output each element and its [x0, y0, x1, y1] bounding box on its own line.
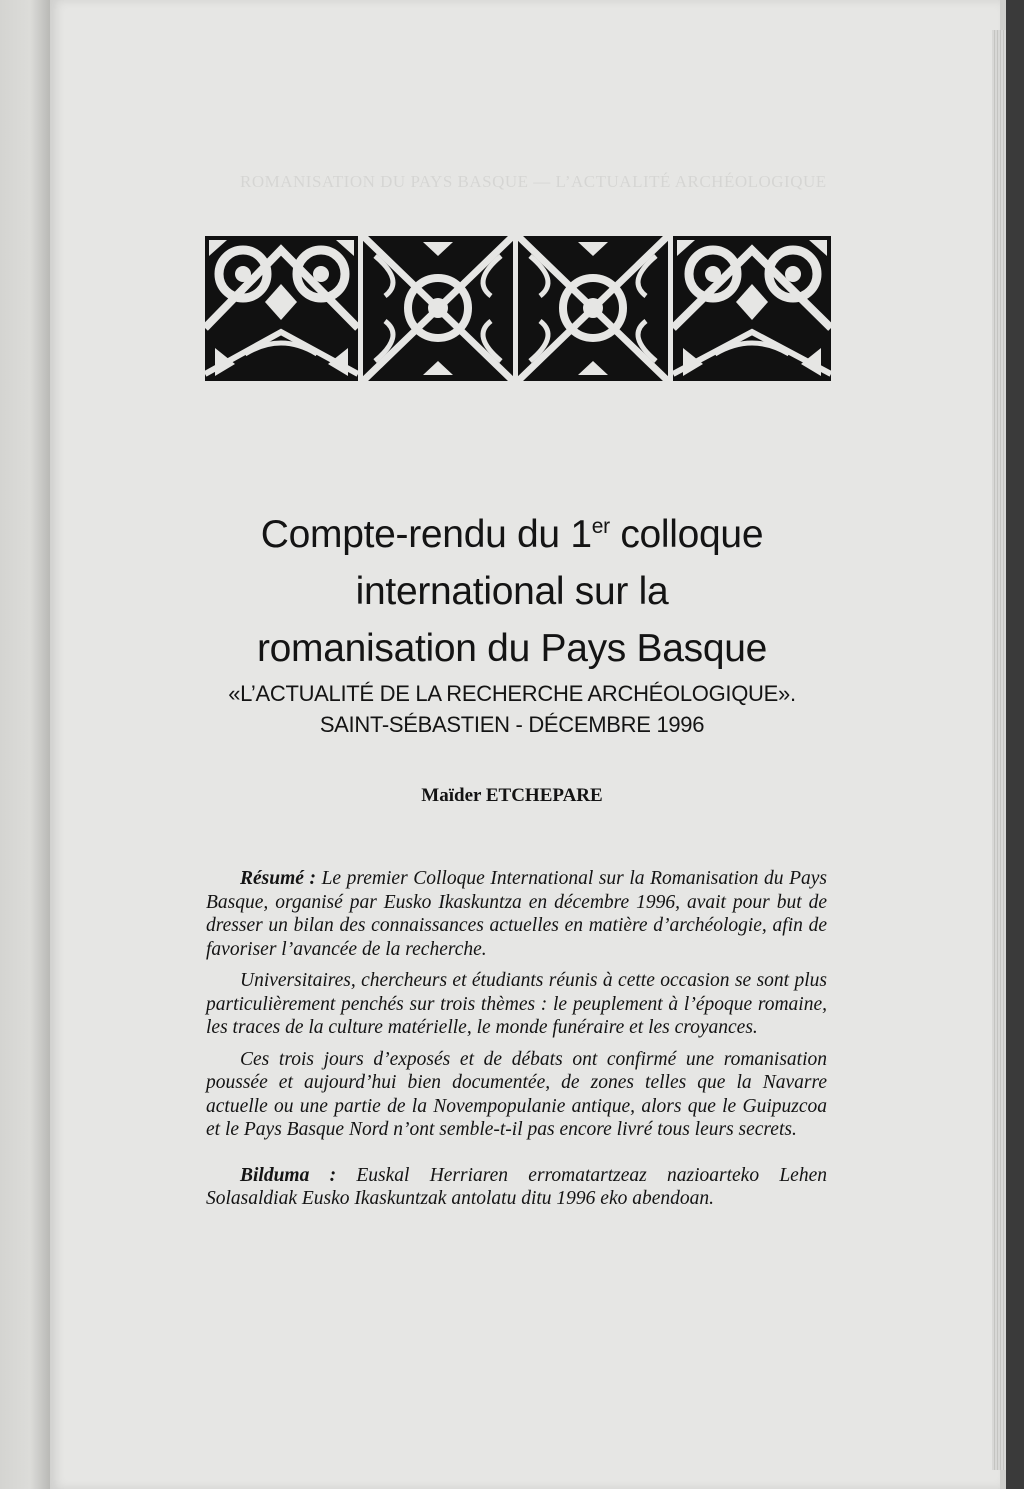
title-line-1: Compte-rendu du 1er colloque [260, 513, 764, 556]
article-title [160, 506, 864, 677]
ornament-panel-center-right [518, 236, 668, 381]
title-line-3: romanisation du Pays Basque [256, 627, 768, 670]
resume-paragraph-1: Résumé : Le premier Colloque International sur la Romanisation du Pays Basque, organisé par Eusko Ikaskuntza en décembre 1996, avait pour but de dresser un bilan des connaissances actuelles en matière d’archéologie, afin de favoriser l’avancée de la recherche. [206, 868, 827, 960]
bilduma-paragraph: Bilduma : Euskal Herriaren erromatartzeaz nazioarteko Lehen Solasaldiak Eusko Ikaskuntzak antolatu ditu 1996 eko abendoan. [206, 1164, 827, 1209]
resume-paragraph-3: Ces trois jours d’exposés et de débats ont confirmé une romanisation poussée et aujourd’hui bien documentée, de zones telles que la Navarre actuelle ou une partie de la Novempopulanie antique, alors que le Guipuzcoa et le Pays Basque Nord n’ont semble-t-il pas encore livré tous leurs secrets. [206, 1048, 827, 1140]
ornament-panel-right [673, 236, 831, 381]
bilduma-label: Bilduma : [240, 1164, 337, 1186]
ornament-panel-center [363, 236, 513, 381]
decorative-banner [205, 236, 831, 381]
subtitle-line-1: «L’ACTUALITÉ DE LA RECHERCHE ARCHÉOLOGIQUE». [228, 681, 796, 706]
article-subtitle [160, 678, 864, 740]
resume-paragraph-2: Universitaires, chercheurs et étudiants réunis à cette occasion se sont plus particulièrement penchés sur trois thèmes : le peuplement à l’époque romaine, les traces de la culture matérielle, le monde funéraire et les croyances. [206, 970, 827, 1038]
scan-backdrop [1006, 0, 1024, 1489]
show-through-header: ROMANISATION DU PAYS BASQUE — L’ACTUALITÉ ARCHÉOLOGIQUE [240, 172, 827, 191]
author-name: Maïder ETCHEPARE [421, 785, 603, 806]
title-superscript: er [591, 515, 610, 538]
page-sheet [50, 0, 1000, 1489]
page-stack-edge [992, 30, 1006, 1470]
title-line-2: international sur la [355, 570, 669, 613]
abstract-block [206, 867, 827, 1219]
left-page-edge [0, 0, 50, 1489]
subtitle-line-2: SAINT-SÉBASTIEN - DÉCEMBRE 1996 [319, 712, 705, 737]
ornament-panel-left [205, 236, 358, 381]
resume-label: Résumé : [240, 868, 316, 889]
